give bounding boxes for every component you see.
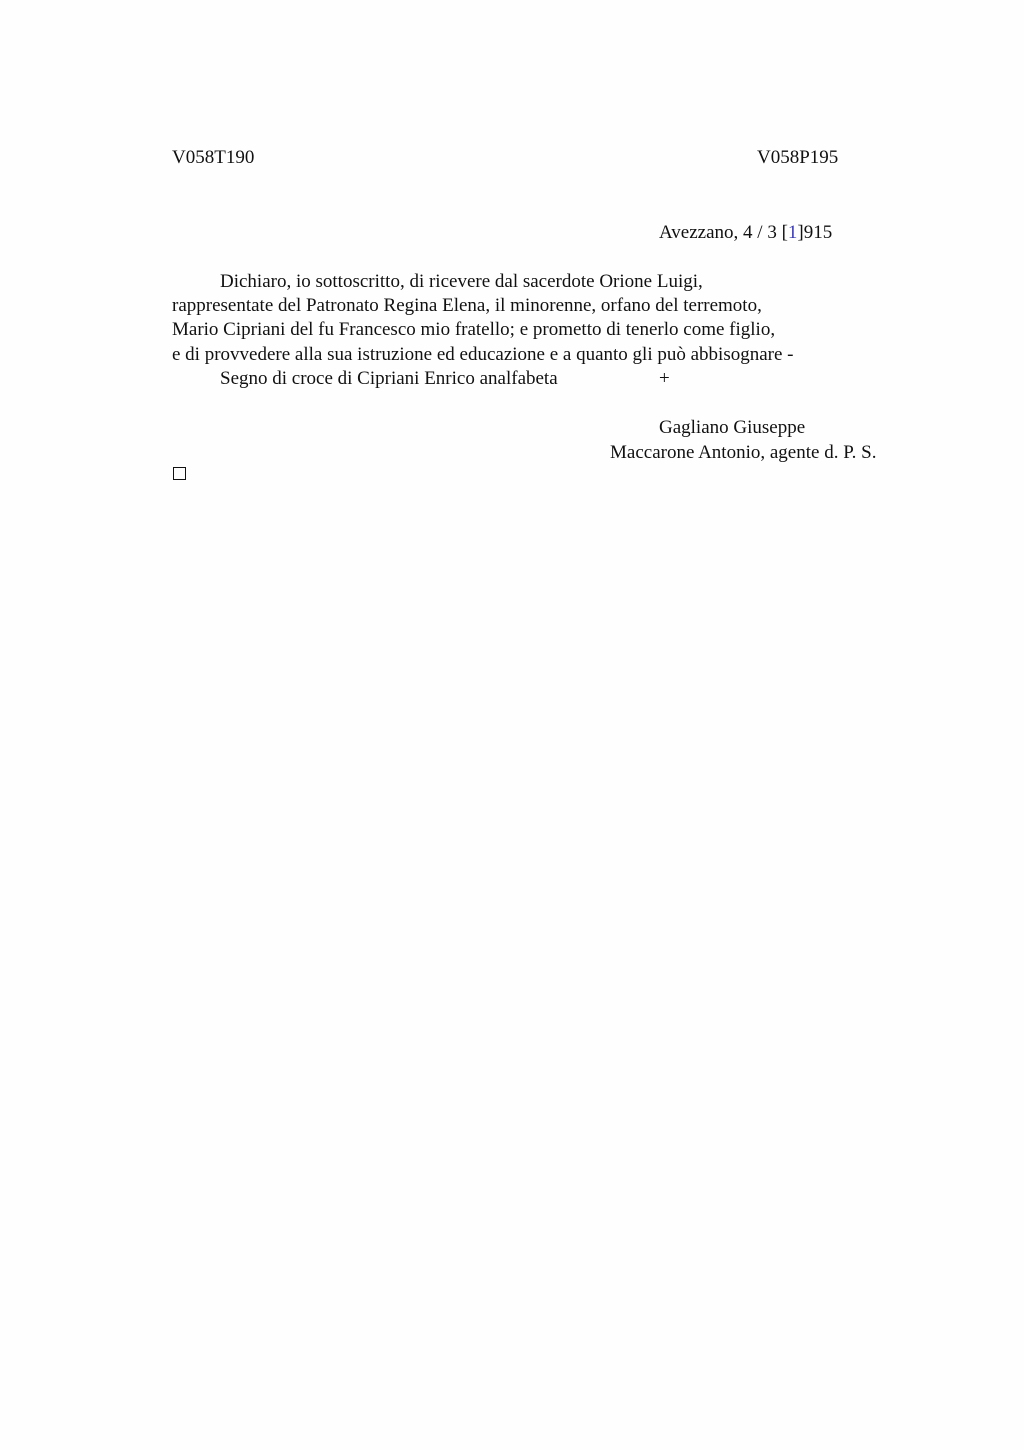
date-bracket-digit: 1: [787, 222, 798, 243]
document-date: [659, 221, 832, 245]
body-line-3: Mario Cipriani del fu Francesco mio fratello; e prometto di tenerlo come figlio,: [172, 319, 776, 340]
witness-name-1: Gagliano Giuseppe: [659, 417, 806, 438]
document-code-right: V058P195: [757, 147, 839, 168]
date-suffix: ]915: [797, 222, 833, 243]
end-mark-square-icon: [173, 467, 186, 480]
cross-signature-mark: +: [659, 368, 670, 389]
date-prefix: Avezzano, 4 / 3 [: [659, 222, 788, 243]
body-line-1: Dichiaro, io sottoscritto, di ricevere dal sacerdote Orione Luigi,: [220, 271, 703, 292]
body-line-2: rappresentate del Patronato Regina Elena, il minorenne, orfano del terremoto,: [172, 295, 762, 316]
witness-name-2: Maccarone Antonio, agente d. P. S.: [610, 442, 877, 463]
signature-text: Segno di croce di Cipriani Enrico analfabeta: [220, 368, 558, 389]
body-line-4: e di provvedere alla sua istruzione ed educazione e a quanto gli può abbisognare -: [172, 344, 794, 365]
document-code-left: V058T190: [172, 147, 255, 168]
